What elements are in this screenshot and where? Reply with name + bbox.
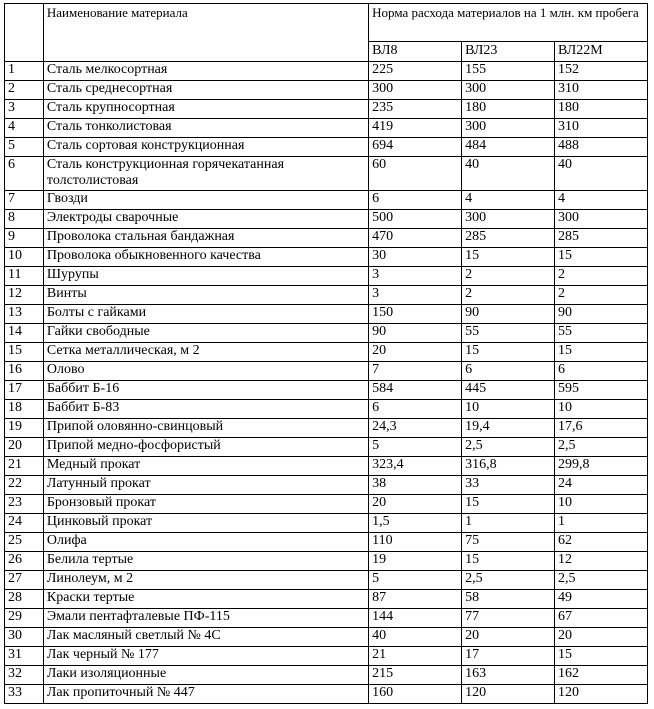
row-name-cell: Сталь крупносортная (43, 100, 368, 119)
row-value-vl8: 90 (369, 324, 462, 343)
row-number-cell: 7 (5, 191, 44, 210)
row-number-cell: 1 (5, 62, 44, 81)
row-name-cell: Сталь мелкосортная (43, 62, 368, 81)
row-value-vl22m: 10 (554, 400, 647, 419)
row-number-cell: 9 (5, 229, 44, 248)
row-value-vl22m: 6 (554, 362, 647, 381)
table-row (5, 381, 648, 400)
row-name-cell: Лаки изоляционные (43, 666, 368, 685)
table-row (5, 533, 648, 552)
row-value-vl22m: 4 (554, 191, 647, 210)
table-row (5, 476, 648, 495)
row-value-vl22m: 2 (554, 267, 647, 286)
table-row (5, 191, 648, 210)
row-value-vl8: 87 (369, 590, 462, 609)
row-value-vl22m: 120 (554, 685, 647, 704)
row-number-cell: 18 (5, 400, 44, 419)
row-value-vl23: 40 (462, 157, 555, 191)
row-value-vl22m: 180 (554, 100, 647, 119)
row-name-cell: Сталь конструкционная горячекатанная толстолистовая (43, 157, 368, 191)
row-name-cell: Гайки свободные (43, 324, 368, 343)
row-value-vl8: 3 (369, 267, 462, 286)
row-name-cell: Олифа (43, 533, 368, 552)
table-row (5, 495, 648, 514)
row-value-vl8: 694 (369, 138, 462, 157)
row-name-cell: Припой оловянно-свинцовый (43, 419, 368, 438)
table-header (5, 4, 648, 62)
row-value-vl23: 2,5 (462, 438, 555, 457)
row-value-vl22m: 55 (554, 324, 647, 343)
row-value-vl8: 3 (369, 286, 462, 305)
row-number-cell: 8 (5, 210, 44, 229)
row-name-cell: Лак масляный светлый № 4С (43, 628, 368, 647)
row-name-cell: Краски тертые (43, 590, 368, 609)
table-row (5, 119, 648, 138)
row-value-vl22m: 17,6 (554, 419, 647, 438)
row-number-cell: 15 (5, 343, 44, 362)
row-value-vl8: 225 (369, 62, 462, 81)
row-value-vl8: 20 (369, 343, 462, 362)
row-value-vl22m: 15 (554, 647, 647, 666)
row-name-cell: Эмали пентафталевые ПФ-115 (43, 609, 368, 628)
row-value-vl23: 445 (462, 381, 555, 400)
row-number-cell: 3 (5, 100, 44, 119)
row-value-vl22m: 2 (554, 286, 647, 305)
row-value-vl8: 21 (369, 647, 462, 666)
row-number-cell: 29 (5, 609, 44, 628)
row-value-vl8: 6 (369, 191, 462, 210)
table-row (5, 210, 648, 229)
row-value-vl8: 160 (369, 685, 462, 704)
row-value-vl22m: 15 (554, 248, 647, 267)
row-number-cell: 21 (5, 457, 44, 476)
row-number-cell: 14 (5, 324, 44, 343)
table-row (5, 438, 648, 457)
table-row (5, 343, 648, 362)
table-row (5, 324, 648, 343)
row-name-cell: Шурупы (43, 267, 368, 286)
header-name-cell: Наименование материала (43, 4, 368, 62)
row-value-vl22m: 300 (554, 210, 647, 229)
row-value-vl23: 55 (462, 324, 555, 343)
table-row (5, 305, 648, 324)
row-number-cell: 22 (5, 476, 44, 495)
row-name-cell: Лак черный № 177 (43, 647, 368, 666)
row-number-cell: 32 (5, 666, 44, 685)
row-name-cell: Баббит Б-83 (43, 400, 368, 419)
row-value-vl8: 500 (369, 210, 462, 229)
row-value-vl22m: 310 (554, 119, 647, 138)
row-number-cell: 28 (5, 590, 44, 609)
table-row (5, 685, 648, 704)
row-number-cell: 17 (5, 381, 44, 400)
row-value-vl22m: 310 (554, 81, 647, 100)
row-name-cell: Болты с гайками (43, 305, 368, 324)
row-value-vl23: 15 (462, 248, 555, 267)
row-value-vl8: 235 (369, 100, 462, 119)
row-value-vl23: 120 (462, 685, 555, 704)
row-value-vl23: 2 (462, 286, 555, 305)
row-number-cell: 11 (5, 267, 44, 286)
row-value-vl23: 15 (462, 495, 555, 514)
row-value-vl22m: 15 (554, 343, 647, 362)
table-row (5, 400, 648, 419)
row-value-vl8: 6 (369, 400, 462, 419)
row-value-vl22m: 24 (554, 476, 647, 495)
row-value-vl8: 323,4 (369, 457, 462, 476)
header-norm-cell: Норма расхода материалов на 1 млн. км пробега (369, 4, 648, 42)
row-value-vl8: 30 (369, 248, 462, 267)
row-value-vl23: 180 (462, 100, 555, 119)
row-value-vl23: 285 (462, 229, 555, 248)
row-number-cell: 24 (5, 514, 44, 533)
table-row (5, 419, 648, 438)
row-value-vl8: 38 (369, 476, 462, 495)
row-value-vl23: 300 (462, 210, 555, 229)
row-value-vl22m: 595 (554, 381, 647, 400)
row-value-vl22m: 1 (554, 514, 647, 533)
row-number-cell: 5 (5, 138, 44, 157)
row-value-vl8: 470 (369, 229, 462, 248)
row-value-vl22m: 12 (554, 552, 647, 571)
row-value-vl8: 5 (369, 571, 462, 590)
table-row (5, 229, 648, 248)
row-number-cell: 20 (5, 438, 44, 457)
row-value-vl8: 5 (369, 438, 462, 457)
table-row (5, 62, 648, 81)
row-value-vl22m: 2,5 (554, 571, 647, 590)
row-name-cell: Латунный прокат (43, 476, 368, 495)
row-name-cell: Электроды сварочные (43, 210, 368, 229)
table-row (5, 157, 648, 191)
row-number-cell: 33 (5, 685, 44, 704)
row-value-vl22m: 285 (554, 229, 647, 248)
row-value-vl23: 163 (462, 666, 555, 685)
row-number-cell: 31 (5, 647, 44, 666)
row-value-vl22m: 162 (554, 666, 647, 685)
row-value-vl8: 1,5 (369, 514, 462, 533)
row-value-vl8: 40 (369, 628, 462, 647)
row-value-vl23: 20 (462, 628, 555, 647)
row-number-cell: 4 (5, 119, 44, 138)
row-number-cell: 25 (5, 533, 44, 552)
row-value-vl23: 2,5 (462, 571, 555, 590)
row-number-cell: 27 (5, 571, 44, 590)
materials-table (4, 3, 648, 704)
table-row (5, 81, 648, 100)
row-number-cell: 12 (5, 286, 44, 305)
row-number-cell: 19 (5, 419, 44, 438)
table-row (5, 628, 648, 647)
row-name-cell: Сталь среднесортная (43, 81, 368, 100)
row-name-cell: Сталь сортовая конструкционная (43, 138, 368, 157)
row-name-cell: Проволока обыкновенного качества (43, 248, 368, 267)
row-value-vl8: 24,3 (369, 419, 462, 438)
row-value-vl23: 90 (462, 305, 555, 324)
row-value-vl8: 300 (369, 81, 462, 100)
row-name-cell: Гвозди (43, 191, 368, 210)
row-value-vl23: 77 (462, 609, 555, 628)
row-name-cell: Винты (43, 286, 368, 305)
row-value-vl23: 4 (462, 191, 555, 210)
table-row (5, 514, 648, 533)
row-name-cell: Медный прокат (43, 457, 368, 476)
row-number-cell: 2 (5, 81, 44, 100)
table-row (5, 267, 648, 286)
row-value-vl8: 144 (369, 609, 462, 628)
row-name-cell: Лак пропиточный № 447 (43, 685, 368, 704)
table-row (5, 362, 648, 381)
row-name-cell: Олово (43, 362, 368, 381)
row-number-cell: 16 (5, 362, 44, 381)
row-name-cell: Припой медно-фосфористый (43, 438, 368, 457)
header-number-cell (5, 4, 44, 62)
row-number-cell: 6 (5, 157, 44, 191)
row-value-vl22m: 67 (554, 609, 647, 628)
row-value-vl23: 300 (462, 119, 555, 138)
row-name-cell: Белила тертые (43, 552, 368, 571)
row-value-vl22m: 299,8 (554, 457, 647, 476)
row-value-vl23: 300 (462, 81, 555, 100)
row-value-vl23: 155 (462, 62, 555, 81)
row-value-vl22m: 488 (554, 138, 647, 157)
row-value-vl8: 215 (369, 666, 462, 685)
table-row (5, 666, 648, 685)
table-row (5, 552, 648, 571)
row-value-vl23: 6 (462, 362, 555, 381)
row-value-vl22m: 2,5 (554, 438, 647, 457)
row-number-cell: 23 (5, 495, 44, 514)
table-row (5, 590, 648, 609)
row-name-cell: Проволока стальная бандажная (43, 229, 368, 248)
row-value-vl23: 1 (462, 514, 555, 533)
row-number-cell: 10 (5, 248, 44, 267)
row-value-vl22m: 10 (554, 495, 647, 514)
header-model-vl23: ВЛ23 (462, 42, 555, 62)
row-value-vl22m: 40 (554, 157, 647, 191)
row-number-cell: 26 (5, 552, 44, 571)
row-value-vl23: 33 (462, 476, 555, 495)
row-value-vl8: 60 (369, 157, 462, 191)
row-name-cell: Линолеум, м 2 (43, 571, 368, 590)
row-name-cell: Сетка металлическая, м 2 (43, 343, 368, 362)
row-name-cell: Сталь тонколистовая (43, 119, 368, 138)
row-value-vl8: 19 (369, 552, 462, 571)
row-number-cell: 30 (5, 628, 44, 647)
row-name-cell: Бронзовый прокат (43, 495, 368, 514)
row-value-vl8: 7 (369, 362, 462, 381)
table-row (5, 100, 648, 119)
row-value-vl8: 150 (369, 305, 462, 324)
row-name-cell: Баббит Б-16 (43, 381, 368, 400)
row-name-cell: Цинковый прокат (43, 514, 368, 533)
row-value-vl22m: 90 (554, 305, 647, 324)
table-row (5, 571, 648, 590)
row-value-vl8: 20 (369, 495, 462, 514)
row-value-vl22m: 62 (554, 533, 647, 552)
row-value-vl23: 10 (462, 400, 555, 419)
row-value-vl8: 110 (369, 533, 462, 552)
row-value-vl22m: 49 (554, 590, 647, 609)
table-row (5, 248, 648, 267)
row-value-vl23: 15 (462, 343, 555, 362)
row-value-vl8: 584 (369, 381, 462, 400)
row-number-cell: 13 (5, 305, 44, 324)
row-value-vl23: 15 (462, 552, 555, 571)
header-model-vl22m: ВЛ22М (554, 42, 647, 62)
row-value-vl22m: 20 (554, 628, 647, 647)
row-value-vl22m: 152 (554, 62, 647, 81)
table-body (5, 62, 648, 704)
row-value-vl23: 484 (462, 138, 555, 157)
table-row (5, 286, 648, 305)
table-row (5, 647, 648, 666)
row-value-vl23: 316,8 (462, 457, 555, 476)
row-value-vl8: 419 (369, 119, 462, 138)
table-row (5, 609, 648, 628)
row-value-vl23: 19,4 (462, 419, 555, 438)
table-row (5, 457, 648, 476)
row-value-vl23: 75 (462, 533, 555, 552)
row-value-vl23: 2 (462, 267, 555, 286)
table-row (5, 138, 648, 157)
row-value-vl23: 58 (462, 590, 555, 609)
row-value-vl23: 17 (462, 647, 555, 666)
header-model-vl8: ВЛ8 (369, 42, 462, 62)
